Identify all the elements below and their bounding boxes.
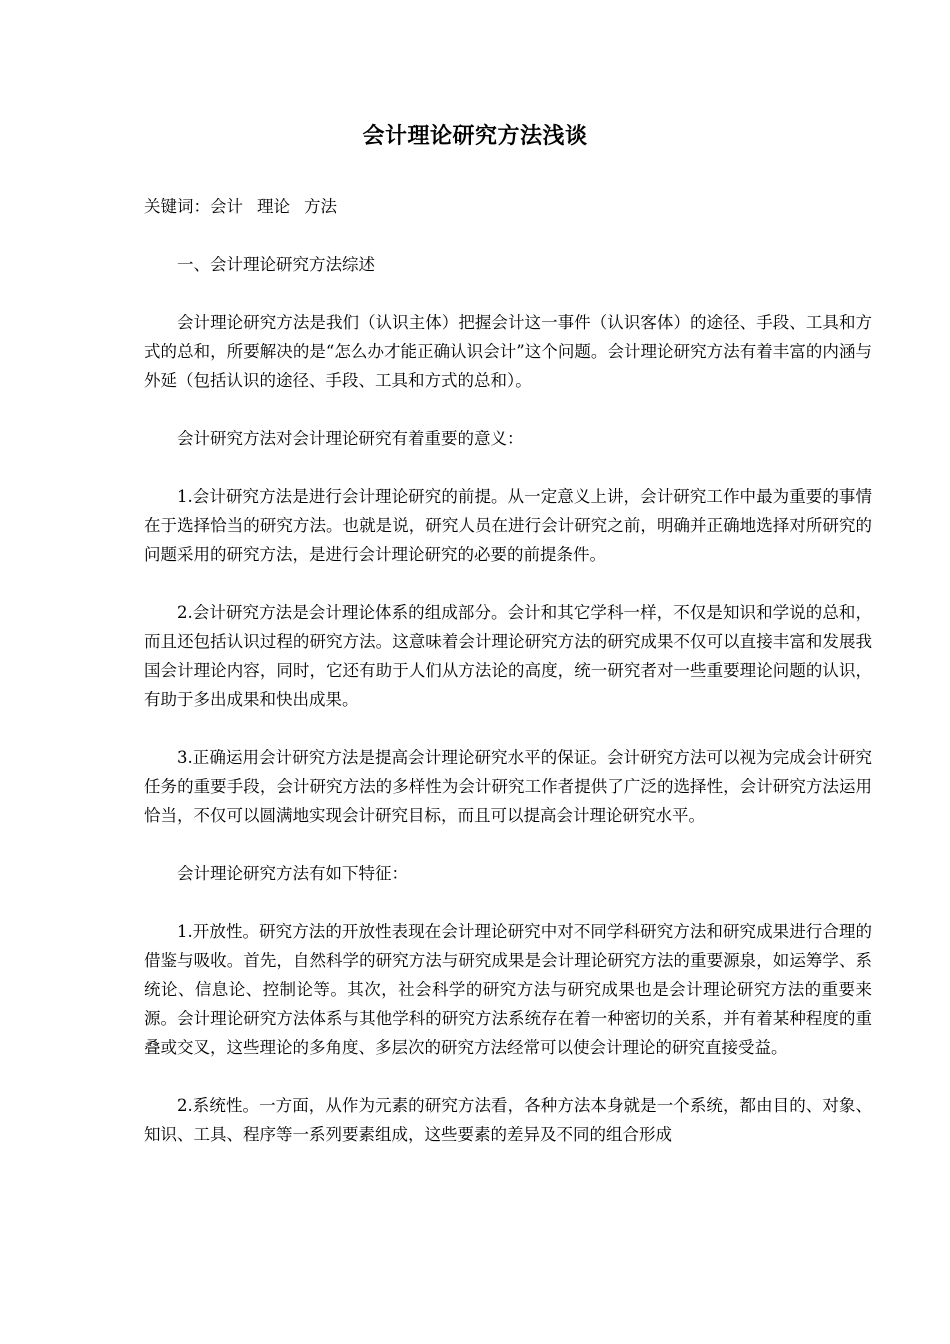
paragraph: 1.会计研究方法是进行会计理论研究的前提。从一定意义上讲，会计研究工作中最为重要的事情在于选择恰当的研究方法。也就是说，研究人员在进行会计研究之前，明确并正确地选择对所研究的问题采用的研究方法，是进行会计理论研究的必要的前提条件。 [144,487,872,564]
keyword-item: 方法 [304,197,337,216]
paragraph: 会计理论研究方法有如下特征： [177,864,408,883]
document-title: 会计理论研究方法浅谈 [362,123,588,149]
paragraph: 会计理论研究方法是我们（认识主体）把握会计这一事件（认识客体）的途径、手段、工具和方式的总和，所要解决的是“怎么办才能正确认识会计”这个问题。会计理论研究方法有着丰富的内涵与外延（包括认识的途径、手段、工具和方式的总和）。 [144,313,872,390]
paragraph: 会计研究方法对会计理论研究有着重要的意义： [177,429,524,448]
paragraph: 2.会计研究方法是会计理论体系的组成部分。会计和其它学科一样，不仅是知识和学说的总和，而且还包括认识过程的研究方法。这意味着会计理论研究方法的研究成果不仅可以直接丰富和发展我国会计理论内容，同时，它还有助于人们从方法论的高度，统一研究者对一些重要理论问题的认识，有助于多出成果和快出成果。 [144,603,872,709]
paragraph: 3.正确运用会计研究方法是提高会计理论研究水平的保证。会计研究方法可以视为完成会计研究任务的重要手段，会计研究方法的多样性为会计研究工作者提供了广泛的选择性，会计研究方法运用恰当，不仅可以圆满地实现会计研究目标，而且可以提高会计理论研究水平。 [144,748,872,825]
paragraph: 1.开放性。研究方法的开放性表现在会计理论研究中对不同学科研究方法和研究成果进行合理的借鉴与吸收。首先，自然科学的研究方法与研究成果是会计理论研究方法的重要源泉，如运筹学、系统论、信息论、控制论等。其次，社会科学的研究方法与研究成果也是会计理论研究方法的重要来源。会计理论研究方法体系与其他学科的研究方法系统存在着一种密切的关系，并有着某种程度的重叠或交叉，这些理论的多角度、多层次的研究方法经常可以使会计理论的研究直接受益。 [144,922,872,1057]
keywords-line [144,192,872,221]
document-body [144,192,872,1178]
paragraph: 2.系统性。一方面，从作为元素的研究方法看，各种方法本身就是一个系统，都由目的、对象、知识、工具、程序等一系列要素组成，这些要素的差异及不同的组合形成 [144,1096,872,1144]
section-heading: 一、会计理论研究方法综述 [177,255,375,274]
keyword-item: 会计 [210,197,243,216]
keywords-label: 关键词： [144,197,210,216]
keyword-item: 理论 [257,197,290,216]
